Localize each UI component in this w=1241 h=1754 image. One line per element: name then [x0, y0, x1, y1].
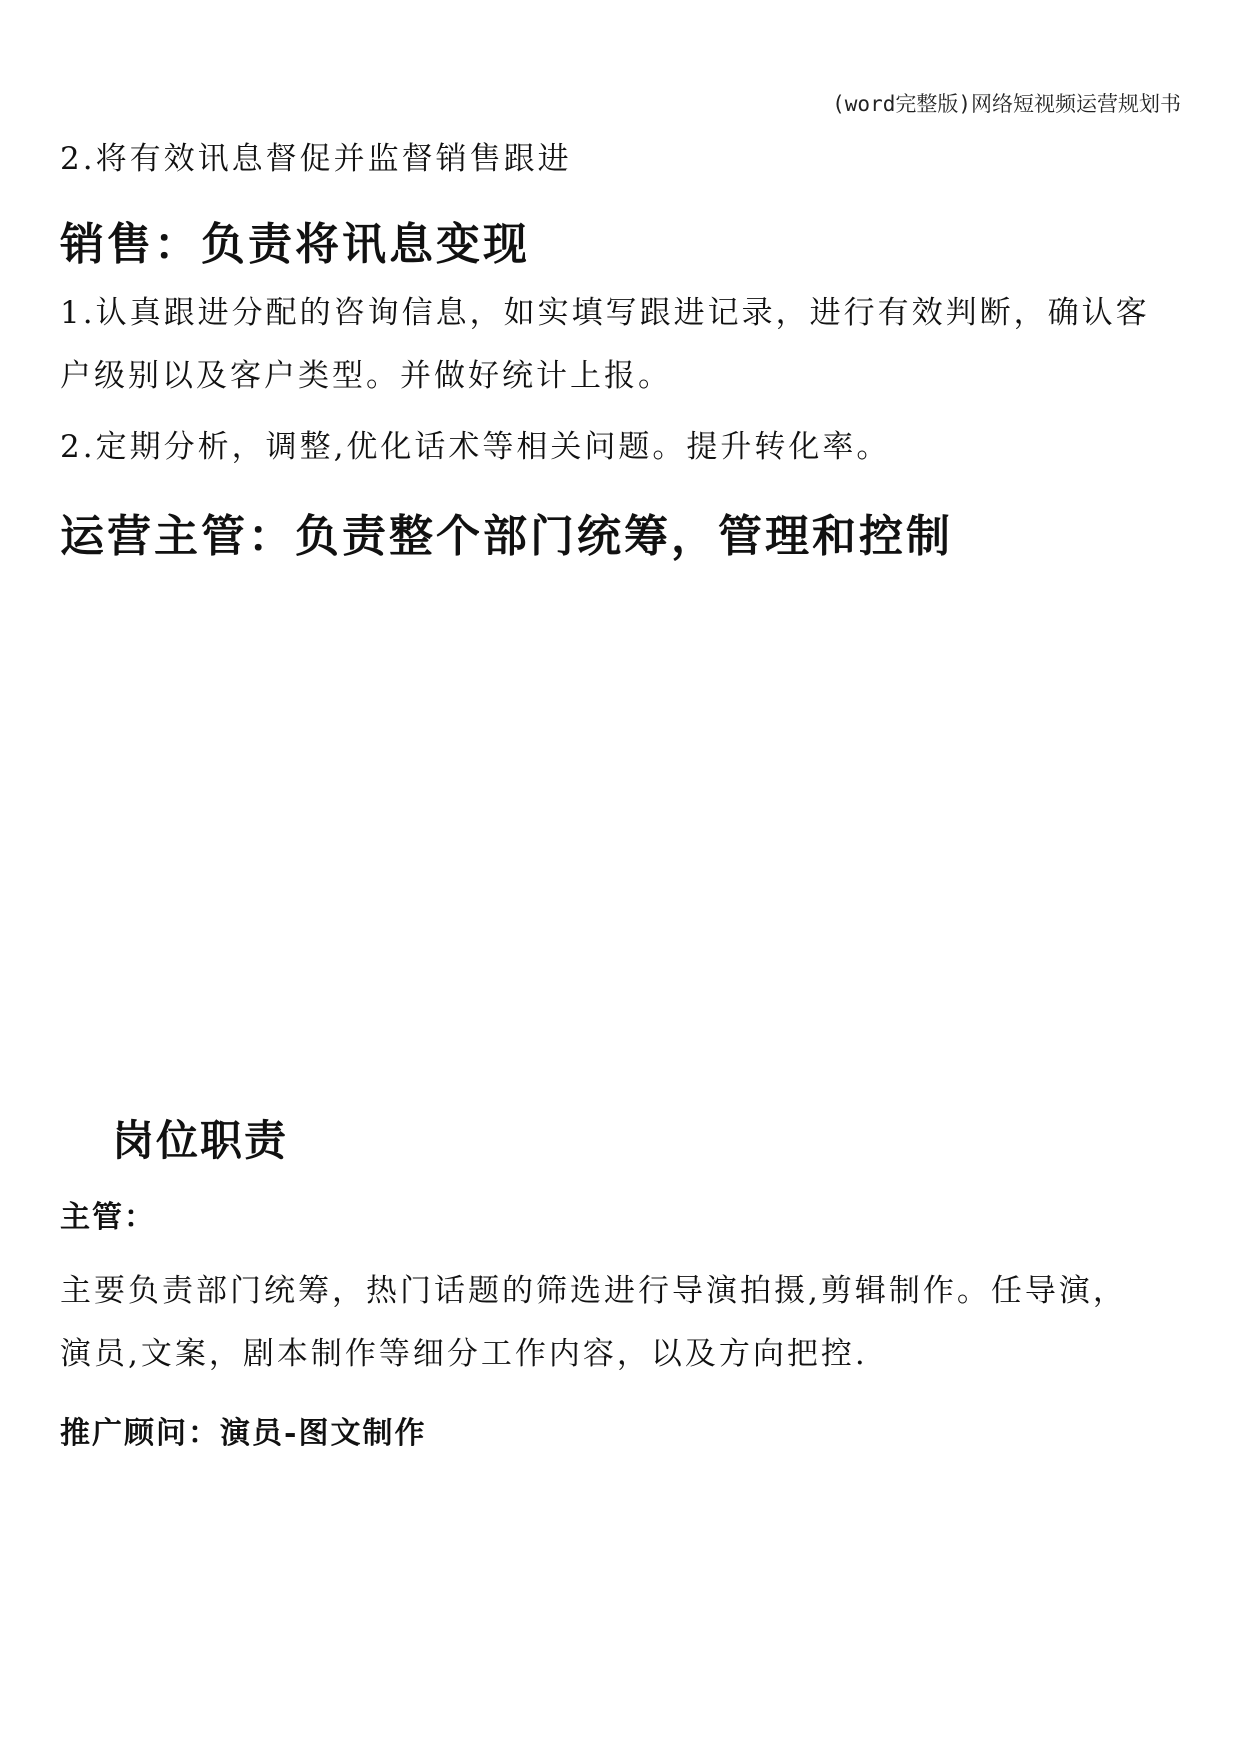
- paragraph-supervisor-line1: 主要负责部门统筹，热门话题的筛选进行导演拍摄,剪辑制作。任导演，: [60, 1273, 1127, 1309]
- heading-sales: 销售：负责将讯息变现: [60, 219, 530, 270]
- heading-job-duties: 岗位职责: [112, 1116, 289, 1165]
- paragraph-sales-1-line1: 1.认真跟进分配的咨询信息，如实填写跟进记录，进行有效判断，确认客: [60, 295, 1150, 331]
- heading-ops-supervisor: 运营主管：负责整个部门统筹，管理和控制: [60, 511, 953, 562]
- running-header: (word完整版)网络短视频运营规划书: [832, 92, 1181, 116]
- heading-supervisor: 主管：: [60, 1200, 156, 1235]
- paragraph-supervise-sales: 2.将有效讯息督促并监督销售跟进: [60, 141, 572, 177]
- paragraph-sales-1-line2: 户级别以及客户类型。并做好统计上报。: [60, 358, 672, 394]
- paragraph-sales-2: 2.定期分析，调整,优化话术等相关问题。提升转化率。: [60, 429, 891, 465]
- paragraph-supervisor-line2: 演员,文案，剧本制作等细分工作内容，以及方向把控.: [60, 1336, 868, 1372]
- heading-promotion-consultant: 推广顾问：演员-图文制作: [60, 1416, 427, 1451]
